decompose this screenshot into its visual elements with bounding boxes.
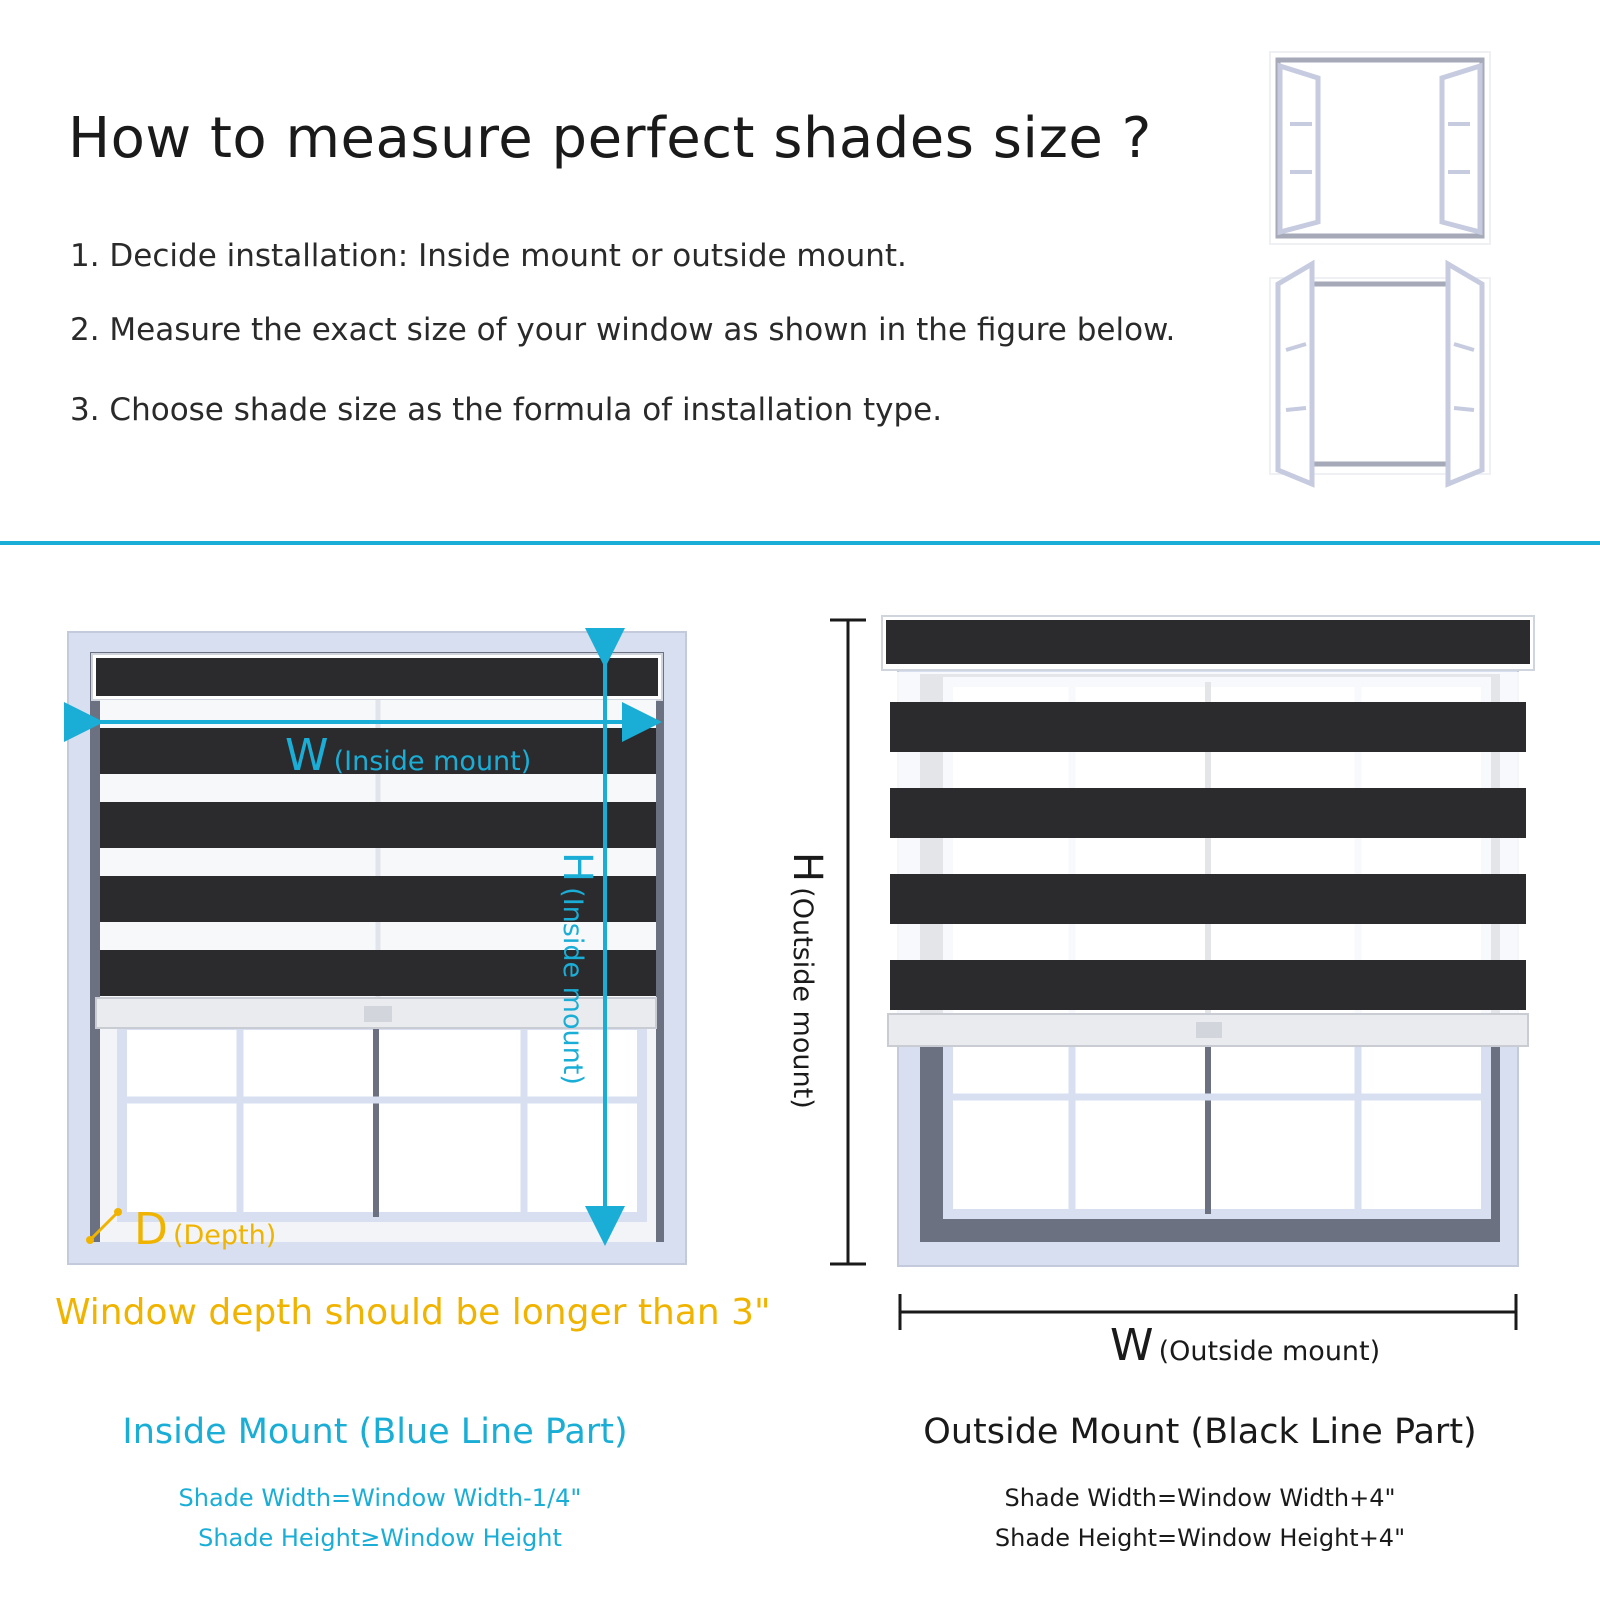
inside-formula-width: Shade Width=Window Width-1/4" bbox=[178, 1484, 582, 1512]
outside-formula-width: Shade Width=Window Width+4" bbox=[1004, 1484, 1396, 1512]
outside-width-label bbox=[1110, 1320, 1380, 1371]
step-1: 1. Decide installation: Inside mount or outside mount. bbox=[70, 238, 907, 274]
inside-height-letter: H bbox=[554, 852, 600, 883]
depth-label bbox=[134, 1204, 276, 1255]
outside-height-label bbox=[784, 852, 830, 1109]
outside-mount-shade bbox=[882, 616, 1534, 1046]
depth-note: Window depth should be longer than 3" bbox=[55, 1292, 771, 1333]
outside-height-text: (Outside mount) bbox=[787, 887, 818, 1109]
window-open-inward-icon bbox=[1270, 52, 1490, 244]
step-2: 2. Measure the exact size of your window as shown in the figure below. bbox=[70, 312, 1176, 348]
inside-mount-caption: Inside Mount (Blue Line Part) bbox=[122, 1412, 628, 1452]
inside-width-letter: W bbox=[285, 730, 329, 781]
page-title: How to measure perfect shades size ? bbox=[68, 106, 1152, 171]
outside-height-letter: H bbox=[784, 852, 830, 883]
outside-width-text: (Outside mount) bbox=[1158, 1336, 1381, 1367]
outside-width-letter: W bbox=[1110, 1320, 1154, 1371]
depth-letter: D bbox=[134, 1204, 168, 1255]
outside-formula-height: Shade Height=Window Height+4" bbox=[994, 1524, 1406, 1552]
outside-mount-caption: Outside Mount (Black Line Part) bbox=[923, 1412, 1477, 1452]
inside-width-text: (Inside mount) bbox=[333, 746, 532, 777]
inside-height-label bbox=[554, 852, 600, 1085]
inside-height-text: (Inside mount) bbox=[557, 887, 588, 1085]
inside-formula-height: Shade Height≥Window Height bbox=[198, 1524, 562, 1552]
inside-width-label bbox=[285, 730, 531, 781]
step-3: 3. Choose shade size as the formula of installation type. bbox=[70, 392, 943, 428]
outside-height-dimension bbox=[830, 620, 866, 1264]
depth-text: (Depth) bbox=[172, 1220, 277, 1251]
window-open-outward-icon bbox=[1270, 264, 1490, 484]
